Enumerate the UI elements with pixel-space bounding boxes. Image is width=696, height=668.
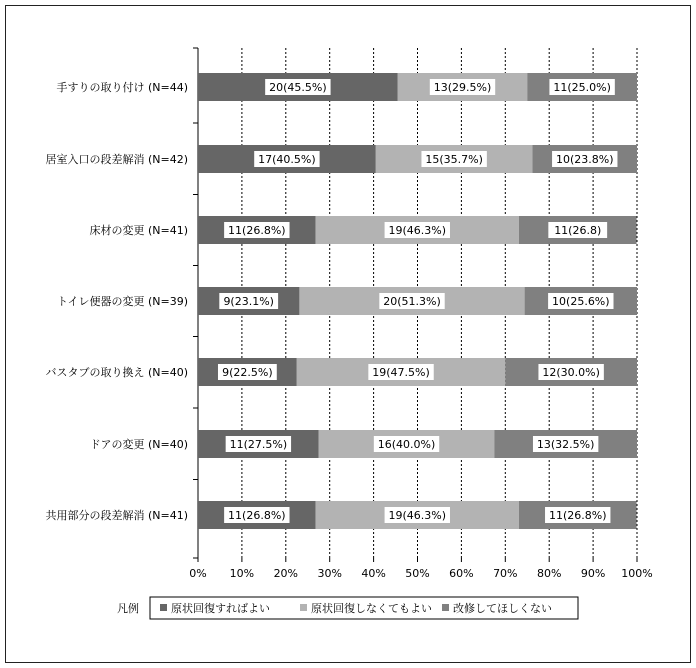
data-label: 10(25.6%) <box>552 295 610 308</box>
data-label: 10(23.8%) <box>555 153 614 166</box>
category-label: トイレ便器の変更 (N=39) <box>57 295 188 308</box>
x-tick-label: 70% <box>493 567 518 580</box>
x-tick-label: 60% <box>449 567 474 580</box>
data-label: 11(26.8%) <box>228 509 286 522</box>
data-label: 11(25.0%) <box>553 81 611 94</box>
data-label: 19(46.3%) <box>388 509 447 522</box>
x-tick-label: 50% <box>405 567 430 580</box>
category-label: 床材の変更 (N=41) <box>89 224 188 237</box>
x-tick-label: 40% <box>361 567 386 580</box>
legend-swatch <box>160 604 167 611</box>
legend-title: 凡例 <box>117 602 139 615</box>
data-label: 20(45.5%) <box>269 81 327 94</box>
data-label: 12(30.0%) <box>542 366 600 379</box>
legend-entry: 原状回復しなくてもよい <box>311 602 432 615</box>
data-label: 19(47.5%) <box>372 366 430 379</box>
legend-entry: 原状回復すればよい <box>171 602 270 615</box>
category-label: バスタブの取り換え (N=40) <box>45 366 188 379</box>
x-tick-label: 90% <box>580 567 606 580</box>
category-label: 居室入口の段差解消 (N=42) <box>45 153 188 166</box>
data-label: 17(40.5%) <box>258 153 316 166</box>
category-label: 手すりの取り付け (N=44) <box>56 81 188 94</box>
legend-swatch <box>442 604 449 611</box>
x-tick-label: 10% <box>229 567 255 580</box>
x-tick-label: 0% <box>189 567 207 580</box>
data-label: 9(22.5%) <box>222 366 273 379</box>
data-label: 13(32.5%) <box>536 438 595 451</box>
data-label: 16(40.0%) <box>377 438 436 451</box>
data-label: 11(26.8%) <box>228 224 286 237</box>
category-label: ドアの変更 (N=40) <box>89 438 188 451</box>
data-label: 11(27.5%) <box>229 438 288 451</box>
category-label: 共用部分の段差解消 (N=41) <box>45 509 188 522</box>
data-label: 20(51.3%) <box>383 295 441 308</box>
x-tick-label: 30% <box>317 567 342 580</box>
legend-swatch <box>300 604 307 611</box>
x-tick-label: 20% <box>273 567 299 580</box>
x-tick-label: 80% <box>536 567 562 580</box>
data-label: 13(29.5%) <box>433 81 492 94</box>
data-label: 9(23.1%) <box>223 295 274 308</box>
x-tick-label: 100% <box>621 567 653 580</box>
legend-entry: 改修してほしくない <box>453 602 552 615</box>
data-label: 19(46.3%) <box>388 224 447 237</box>
data-label: 11(26.8%) <box>548 509 607 522</box>
data-label: 15(35.7%) <box>425 153 483 166</box>
data-label: 11(26.8) <box>554 224 602 237</box>
